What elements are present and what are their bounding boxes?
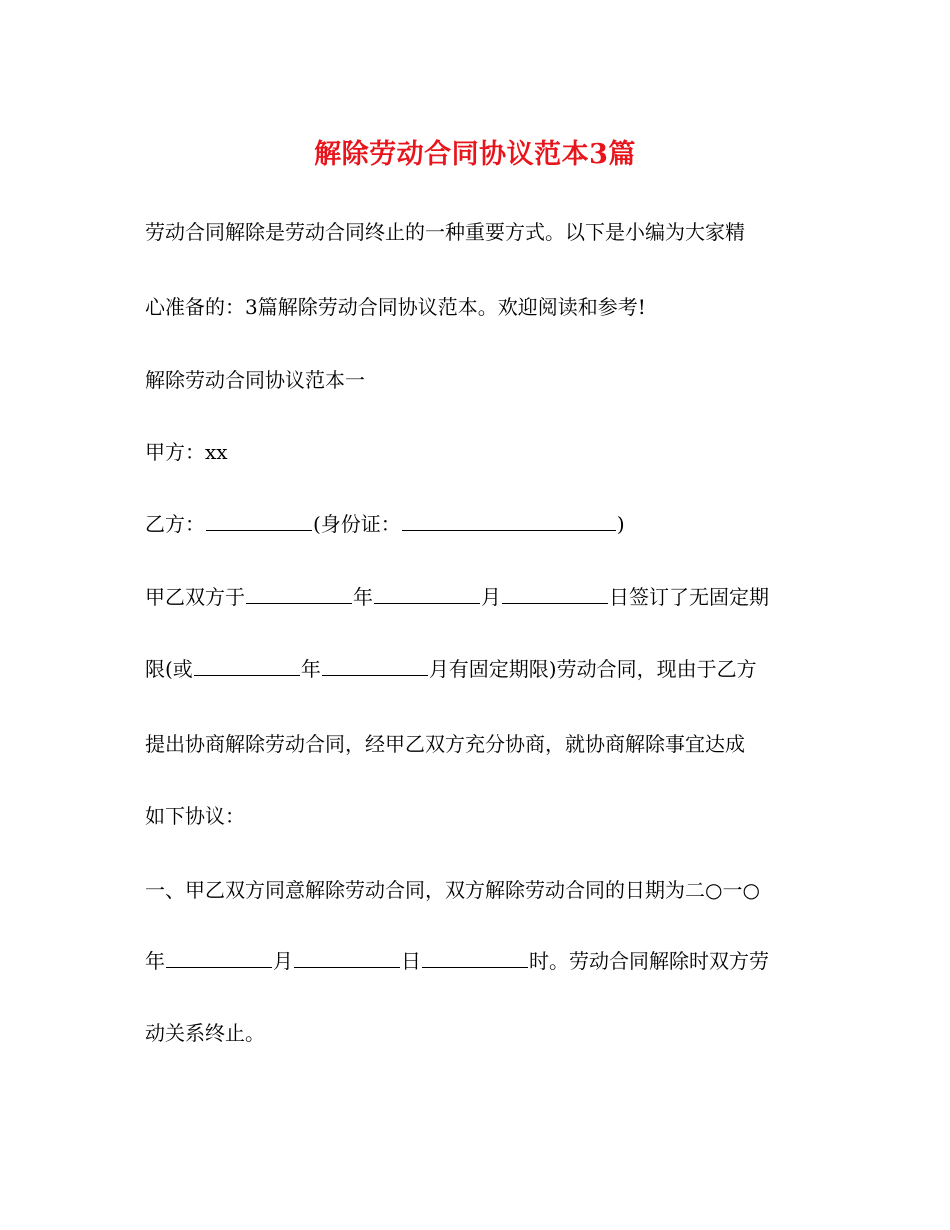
clause-1-line-2-text-c: 日 [401, 949, 421, 973]
term-year-blank [194, 655, 300, 676]
clause-1-line-3: 动关系终止。 [145, 1021, 265, 1045]
party-b-name-blank [206, 510, 312, 531]
clause-1-line-2-text-b: 月 [273, 949, 293, 973]
sign-line-3: 提出协商解除劳动合同，经甲乙双方充分协商，就协商解除事宜达成 [145, 732, 745, 756]
sign-line-1-text-d: 日签订了无固定期 [609, 585, 769, 609]
sign-line-2-text-a: 限(或 [145, 657, 193, 681]
sign-line-4: 如下协议： [145, 804, 245, 828]
clause-1-line-1: 一、甲乙双方同意解除劳动合同，双方解除劳动合同的日期为二○一○ [145, 878, 760, 902]
sign-line-1-text-c: 月 [481, 585, 501, 609]
end-month-blank [166, 947, 272, 968]
sign-year-blank [246, 583, 352, 604]
sign-line-1-text-a: 甲乙双方于 [145, 585, 245, 609]
party-b-id-blank [402, 510, 616, 531]
clause-1-line-2-text-d: 时。劳动合同解除时双方劳 [529, 949, 769, 973]
intro-line-2: 心准备的：3篇解除劳动合同协议范本。欢迎阅读和参考! [145, 295, 646, 319]
sign-line-2-text-c: 月有固定期限)劳动合同，现由于乙方 [428, 657, 757, 681]
party-a-line: 甲方：xx [145, 440, 228, 464]
party-b-line [145, 510, 815, 538]
clause-1-line-2 [145, 947, 815, 975]
party-b-id-open: (身份证： [313, 512, 401, 536]
sign-line-2 [145, 655, 815, 683]
sign-line-1 [145, 583, 815, 611]
sign-line-2-text-b: 年 [300, 657, 321, 681]
party-b-id-close: ) [616, 512, 625, 536]
sign-month-blank [374, 583, 480, 604]
end-day-blank [294, 947, 400, 968]
sign-line-1-text-b: 年 [353, 585, 373, 609]
party-b-label: 乙方： [145, 512, 205, 536]
clause-1-line-2-text-a: 年 [145, 949, 165, 973]
term-month-blank [322, 655, 428, 676]
section-heading: 解除劳动合同协议范本一 [145, 368, 365, 392]
intro-line-1: 劳动合同解除是劳动合同终止的一种重要方式。以下是小编为大家精 [145, 220, 745, 244]
end-hour-blank [422, 947, 528, 968]
sign-day-blank [502, 583, 608, 604]
document-title: 解除劳动合同协议范本3篇 [314, 139, 636, 170]
